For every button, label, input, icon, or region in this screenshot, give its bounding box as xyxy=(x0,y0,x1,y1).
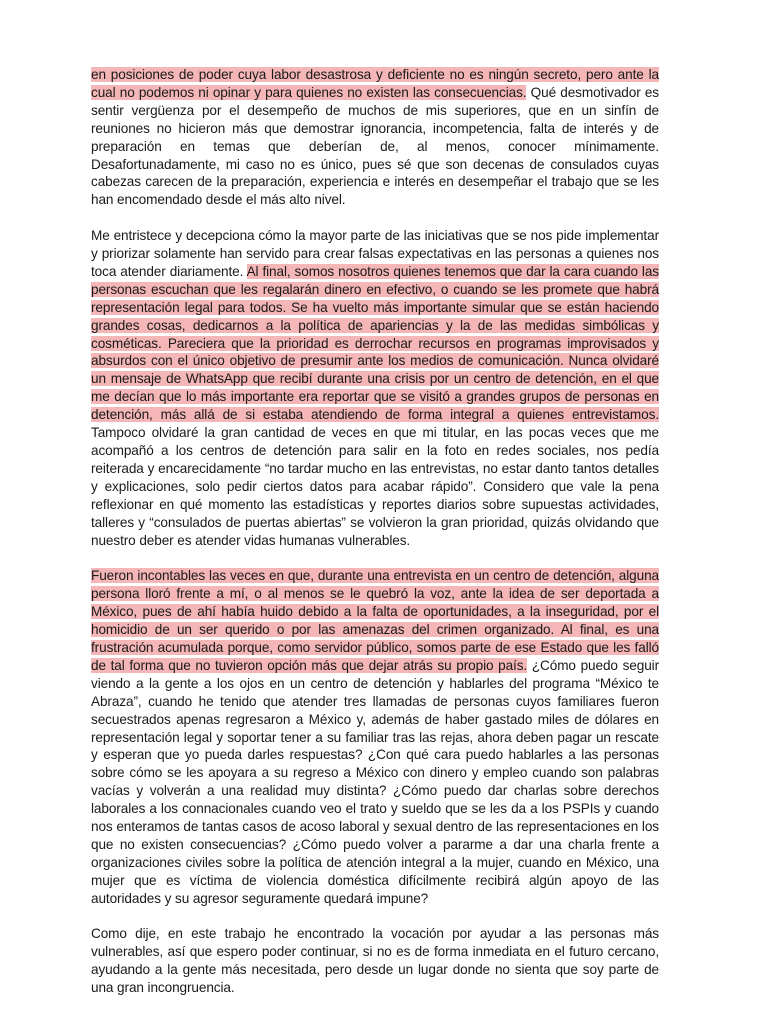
highlighted-text: Fueron incontables las veces en que, durante una entrevista en un centro de detención, alguna persona lloró frente a mí, o al menos se le quebró la voz, ante la idea de ser deportada a México, pues de ahí había huido debido a la falta de oportunidades, a la inseguridad, por el homicidio de un ser querido o por las amenazas del crimen organizado. Al final, es una frustración acumulada porque, como servidor público, somos parte de ese Estado que les falló de tal forma que no tuvieron opción más que dejar atrás su propio país. xyxy=(91,568,659,673)
paragraph-2 xyxy=(91,227,659,549)
paragraph-3 xyxy=(91,567,659,907)
paragraph-1 xyxy=(91,66,659,209)
paragraph-text: Me entristece y decepciona cómo la mayor parte de las iniciativas que se nos pide implementar y priorizar solamente han servido para crear falsas expectativas en las personas a quienes nos toca atender diariamente. xyxy=(91,228,659,279)
highlighted-text: Al final, somos nosotros quienes tenemos que dar la cara cuando las personas escuchan que les regalarán dinero en efectivo, o cuando se les promete que habrá representación legal para todos. Se ha vuelto más importante simular que se están haciendo grandes cosas, dedicarnos a la política de apariencias y la de las medidas simbólicas y cosméticas. Pareciera que la prioridad es derrochar recursos en programas improvisados y absurdos con el único objetivo de presumir ante los medios de comunicación. Nunca olvidaré un mensaje de WhatsApp que recibí durante una crisis por un centro de detención, en el que me decían que lo más importante era reportar que se visitó a grandes grupos de personas en detención, más allá de si estaba atendiendo de forma integral a quienes entrevistamos. xyxy=(91,263,660,423)
highlighted-text: en posiciones de poder cuya labor desastrosa y deficiente no es ningún secreto, pero ante la cual no podemos ni opinar y para quienes no existen las consecuencias. xyxy=(91,67,659,100)
paragraph-text: Tampoco olvidaré la gran cantidad de veces en que mi titular, en las pocas veces que me acompañó a los centros de detención para salir en la foto en redes sociales, nos pedía reiterada y encarecidamente “no tardar mucho en las entrevistas, no estar danto tantos detalles y explicaciones, solo pedir ciertos datos para acabar rápido”. Considero que vale la pena reflexionar en qué momento las estadísticas y reportes diarios sobre supuestas actividades, talleres y “consulados de puertas abiertas” se volvieron la gran prioridad, quizás olvidando que nuestro deber es atender vidas humanas vulnerables. xyxy=(91,425,659,548)
paragraph-text: Qué desmotivador es sentir vergüenza por el desempeño de muchos de mis superiores, que en un sinfín de reuniones no hicieron más que demostrar ignorancia, incompetencia, falta de interés y de preparación en temas que deberían de, al menos, conocer mínimamente. Desafortunadamente, mi caso no es único, pues sé que son decenas de consulados cuyas cabezas carecen de la preparación, experiencia e interés en desempeñar el trabajo que se les han encomendado desde el más alto nivel. xyxy=(91,84,659,208)
document-page xyxy=(91,66,659,1015)
paragraph-text: Como dije, en este trabajo he encontrado la vocación por ayudar a las personas más vulnerables, así que espero poder continuar, si no es de forma inmediata en el futuro cercano, ayudando a la gente más necesitada, pero desde un lugar donde no sienta que soy parte de una gran incongruencia. xyxy=(91,926,659,996)
paragraph-text: ¿Cómo puedo seguir viendo a la gente a los ojos en un centro de detención y hablarles del programa “México te Abraza”, cuando he tenido que atender tres llamadas de personas cuyos familiares fueron secuestrados apenas regresaron a México y, además de haber gastado miles de dólares en representación legal y soportar tener a su familiar tras las rejas, ahora deben pagar un rescate y esperan que yo pueda darles respuestas? ¿Con qué cara puedo hablarles a las personas sobre cómo se les apoyara a su regreso a México con dinero y empleo cuando son palabras vacías y volverán a una realidad muy distinta? ¿Cómo puedo dar charlas sobre derechos laborales a los connacionales cuando veo el trato y sueldo que se les da a los PSPIs y cuando nos enteramos de tantas casos de acoso laboral y sexual dentro de las representaciones en los que no existen consecuencias? ¿Cómo puedo volver a pararme a dar una charla frente a organizaciones civiles sobre la política de atención integral a la mujer, cuando en México, una mujer que es víctima de violencia doméstica difícilmente recibirá algún apoyo de las autoridades y su agresor seguramente quedará impune? xyxy=(91,657,660,906)
paragraph-4 xyxy=(91,925,659,997)
